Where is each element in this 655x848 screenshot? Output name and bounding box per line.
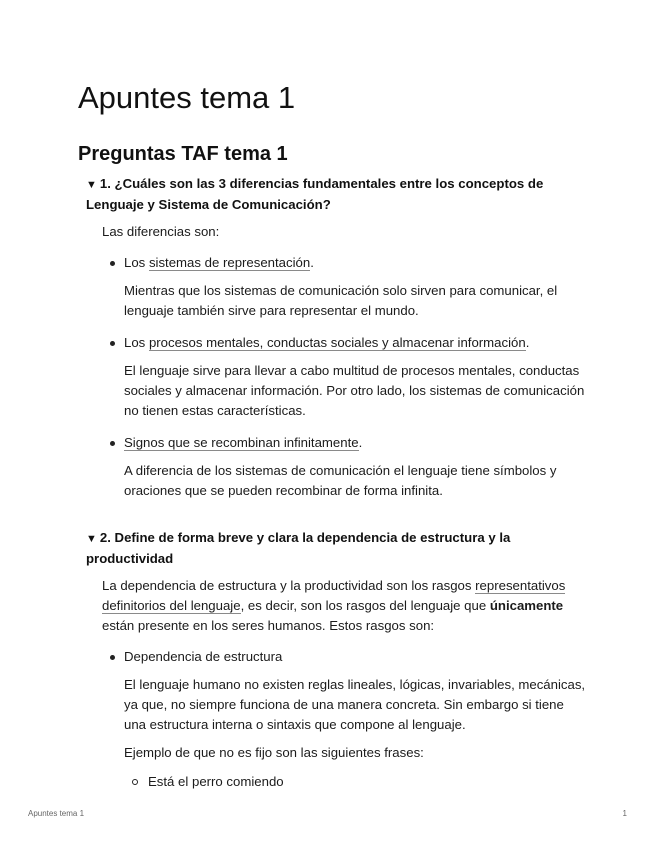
list-item xyxy=(102,433,588,501)
traits-list xyxy=(102,647,588,792)
item-suffix: . xyxy=(310,255,314,270)
list-item-title xyxy=(124,253,588,273)
list-item xyxy=(102,253,588,321)
question-1-intro: Las diferencias son: xyxy=(102,224,220,239)
intro-bold: únicamente xyxy=(489,598,564,613)
page-content xyxy=(78,80,588,804)
list-item xyxy=(102,647,588,792)
intro-text: están presente en los seres humanos. Estos rasgos son: xyxy=(102,618,435,633)
question-2-toggle xyxy=(86,528,588,792)
item-link[interactable]: Signos que se recombinan infinitamente xyxy=(124,435,359,450)
question-2-answer xyxy=(102,576,588,792)
list-item-title xyxy=(124,433,588,453)
differences-list xyxy=(102,253,588,501)
intro-link[interactable]: representativos definitorios del lenguaje xyxy=(102,578,566,613)
list-item-description: El lenguaje humano no existen reglas lineales, lógicas, invariables, mecánicas, ya que, no siempre funciona de una manera concreta. Sin embargo si tiene una estructura interna o sintaxis que compone al lenguaje. xyxy=(124,677,586,732)
list-item-description: El lenguaje sirve para llevar a cabo multitud de procesos mentales, conductas sociales y almacenar información. Por otro lado, los sistemas de comunicación no tienen estas características. xyxy=(124,363,585,418)
examples-list xyxy=(124,772,588,792)
example-intro: Ejemplo de que no es fijo son las siguientes frases: xyxy=(124,745,424,760)
list-item-title xyxy=(124,333,588,353)
toggle-open-icon[interactable]: ▼ xyxy=(86,533,97,545)
footer-title: Apuntes tema 1 xyxy=(28,809,85,818)
intro-text: La dependencia de estructura y la productividad son los rasgos xyxy=(102,578,476,593)
page-title: Apuntes tema 1 xyxy=(78,80,296,115)
question-2-heading: 2. Define de forma breve y clara la dependencia de estructura y la productividad xyxy=(86,530,511,566)
question-1-answer xyxy=(102,222,588,501)
item-suffix: . xyxy=(525,335,530,350)
question-2-intro xyxy=(102,576,588,636)
list-item-description: Mientras que los sistemas de comunicación solo sirven para comunicar, el lenguaje también sirve para representar el mundo. xyxy=(124,283,558,318)
page-number: 1 xyxy=(622,809,627,818)
item-link[interactable]: sistemas de representación xyxy=(148,255,311,270)
question-1-heading: 1. ¿Cuáles son las 3 diferencias fundamentales entre los conceptos de Lenguaje y Sistema de Comunicación? xyxy=(86,176,544,212)
question-1-summary[interactable] xyxy=(86,174,588,215)
example-item: Está el perro comiendo xyxy=(124,772,588,792)
section-heading: Preguntas TAF tema 1 xyxy=(78,143,288,165)
intro-text: , es decir, son los rasgos del lenguaje que xyxy=(240,598,490,613)
toggle-open-icon[interactable]: ▼ xyxy=(86,179,97,191)
list-item-title: Dependencia de estructura xyxy=(124,649,283,664)
item-prefix: Los xyxy=(124,255,149,270)
question-1-toggle xyxy=(86,174,588,501)
question-2-summary[interactable] xyxy=(86,528,588,569)
item-prefix: Los xyxy=(124,335,149,350)
item-link[interactable]: procesos mentales, conductas sociales y almacenar información xyxy=(148,335,526,350)
list-item xyxy=(102,333,588,421)
list-item-description: A diferencia de los sistemas de comunicación el lenguaje tiene símbolos y oraciones que se pueden recombinar de forma infinita. xyxy=(124,463,557,498)
item-suffix: . xyxy=(358,435,363,450)
